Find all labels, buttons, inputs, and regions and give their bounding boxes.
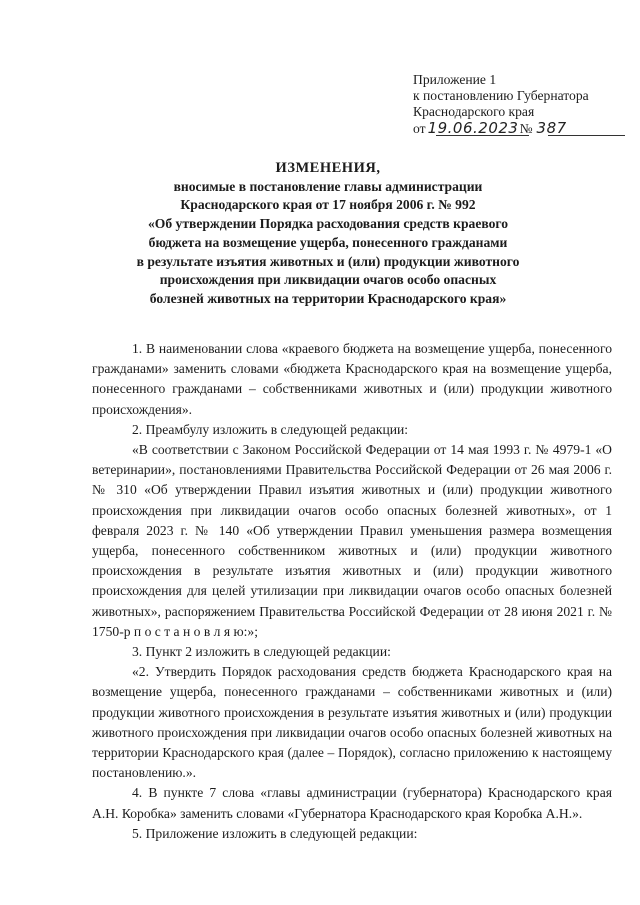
handwritten-date: 19.06.2023 (427, 119, 519, 137)
paragraph-item-5: 5. Приложение изложить в следующей редакции: (132, 825, 418, 841)
document-title (80, 159, 576, 309)
title-heading: ИЗМЕНЕНИЯ, (275, 160, 381, 176)
appendix-line-2: к постановлению Губернатора (413, 88, 589, 103)
appendix-line-3: Краснодарского края (413, 104, 535, 119)
paragraph-item-2: 2. Преамбулу изложить в следующей редакции: (132, 421, 409, 437)
paragraph-item-1: 1. В наименовании слова «краевого бюджета на возмещение ущерба, понесенного гражданами» заменить словами «бюджета Краснодарского края на возмещение ущерба, понесенного гражданами – собственниками животных и (или) продукции животного происхождения». (92, 341, 612, 417)
preamble-quote: «В соответствии с Законом Российской Федерации от 14 мая 1993 г. № 4979-1 «О ветеринарии», постановлениями Правительства Российской Федерации от 26 мая 2006 г. № 310 «Об утверждении Правил изъятия животных и (или) продукции животного происхождения при ликвидации очагов особо опасных болезней животных», от 1 февраля 2023 г. № 140 «Об утверждении Правил уменьшения размера возмещения ущерба, понесенного собственником животных и (или) продукции животного происхождения в результате изъятия животных и (или) продукции животного происхождения для целей утилизации при ликвидации очагов особо опасных болезней животных», распоряжением Правительства Российской Федерации от 28 июня 2021 г. № 1750-р п о с т а н о в л я ю:»; (92, 442, 612, 639)
title-line: Краснодарского края от 17 ноября 2006 г. № 992 (180, 197, 476, 213)
paragraph-item-3: 3. Пункт 2 изложить в следующей редакции: (132, 644, 391, 660)
number-label: № (519, 121, 533, 136)
from-label: от (413, 121, 426, 136)
number-underline (548, 135, 625, 136)
appendix-date-number-line (413, 120, 623, 137)
handwritten-number: 387 (536, 119, 567, 137)
title-line: в результате изъятия животных и (или) продукции животного (136, 253, 520, 269)
title-line: болезней животных на территории Краснодарского края» (149, 290, 507, 306)
document-body (92, 339, 612, 844)
appendix-header (413, 72, 623, 137)
date-underline (436, 135, 529, 136)
clause-2-quote: «2. Утвердить Порядок расходования средств бюджета Краснодарского края на возмещение ущерба, понесенного гражданами – собственниками животных и (или) продукции животного происхождения в результате изъятия животных и (или) продукции животного происхождения при ликвидации очагов особо опасных болезней животных на территории Краснодарского края (далее – Порядок), согласно приложению к настоящему постановлению.». (92, 664, 612, 781)
title-line: вносимые в постановление главы администрации (173, 178, 483, 194)
paragraph-item-4: 4. В пункте 7 слова «главы администрации (губернатора) Краснодарского края А.Н. Коробка» заменить словами «Губернатора Краснодарского края Коробка А.Н.». (92, 785, 612, 821)
title-line: «Об утверждении Порядка расходования средств краевого (147, 216, 509, 232)
title-line: бюджета на возмещение ущерба, понесенного гражданами (148, 234, 508, 250)
title-line: происхождения при ликвидации очагов особо опасных (159, 272, 497, 288)
appendix-line-1: Приложение 1 (413, 72, 497, 87)
